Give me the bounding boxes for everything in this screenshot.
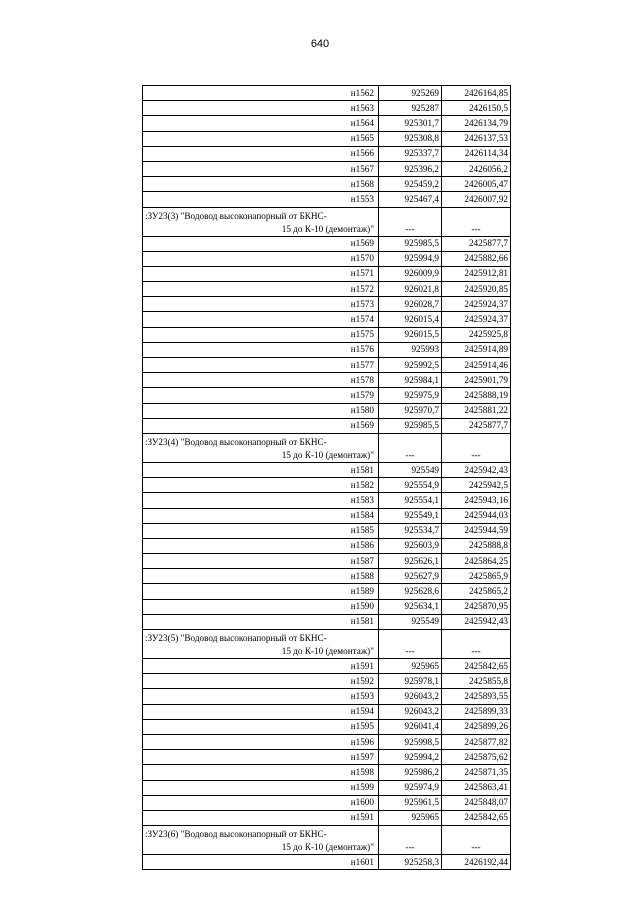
x-coordinate-cell: 926021,8: [379, 282, 442, 297]
table-row: [143, 462, 511, 477]
x-coordinate-cell: ---: [379, 630, 442, 659]
table-row: [143, 388, 511, 403]
x-coordinate-cell: 925554,1: [379, 493, 442, 508]
x-coordinate-cell: 925626,1: [379, 554, 442, 569]
x-coordinate-cell: 925549: [379, 614, 442, 629]
point-id-cell: н1564: [143, 116, 379, 131]
x-coordinate-cell: 926009,9: [379, 266, 442, 281]
x-coordinate-cell: 925549,1: [379, 508, 442, 523]
table-row: [143, 327, 511, 342]
y-coordinate-cell: 2425848,07: [442, 795, 511, 810]
y-coordinate-cell: ---: [442, 207, 511, 236]
table-row: [143, 508, 511, 523]
point-id-cell: н1600: [143, 795, 379, 810]
point-id-cell: н1562: [143, 86, 379, 101]
point-id-cell: н1580: [143, 403, 379, 418]
table-row: [143, 674, 511, 689]
y-coordinate-cell: 2425912,81: [442, 266, 511, 281]
table-row: [143, 312, 511, 327]
y-coordinate-cell: 2426114,34: [442, 146, 511, 161]
x-coordinate-cell: 925993: [379, 342, 442, 357]
point-id-cell: н1565: [143, 131, 379, 146]
table-row: [143, 358, 511, 373]
point-id-cell: н1591: [143, 659, 379, 674]
y-coordinate-cell: 2425924,37: [442, 312, 511, 327]
y-coordinate-cell: 2425877,7: [442, 418, 511, 433]
point-id-cell: н1568: [143, 177, 379, 192]
y-coordinate-cell: 2426007,92: [442, 192, 511, 207]
table-row: [143, 599, 511, 614]
table-row: [143, 251, 511, 266]
table-row: [143, 584, 511, 599]
y-coordinate-cell: 2425870,95: [442, 599, 511, 614]
table-row: [143, 704, 511, 719]
point-id-cell: н1569: [143, 236, 379, 251]
x-coordinate-cell: 925603,9: [379, 538, 442, 553]
point-id-cell: н1571: [143, 266, 379, 281]
y-coordinate-cell: 2425865,2: [442, 584, 511, 599]
point-id-cell: н1570: [143, 251, 379, 266]
x-coordinate-cell: 925287: [379, 101, 442, 116]
x-coordinate-cell: 925975,9: [379, 388, 442, 403]
y-coordinate-cell: 2426005,47: [442, 177, 511, 192]
x-coordinate-cell: 926043,2: [379, 704, 442, 719]
point-id-cell: н1597: [143, 750, 379, 765]
x-coordinate-cell: 925534,7: [379, 523, 442, 538]
y-coordinate-cell: 2425882,66: [442, 251, 511, 266]
x-coordinate-cell: 925974,9: [379, 780, 442, 795]
point-id-cell: н1588: [143, 569, 379, 584]
section-title-line2: 15 до К-10 (демонтаж)": [281, 646, 374, 656]
point-id-cell: н1576: [143, 342, 379, 357]
x-coordinate-cell: 925337,7: [379, 146, 442, 161]
table-row: [143, 101, 511, 116]
point-id-cell: н1573: [143, 297, 379, 312]
x-coordinate-cell: 925994,9: [379, 251, 442, 266]
y-coordinate-cell: 2425944,59: [442, 523, 511, 538]
point-id-cell: н1594: [143, 704, 379, 719]
section-title-cell: [143, 630, 379, 659]
y-coordinate-cell: 2425863,41: [442, 780, 511, 795]
table-row: [143, 780, 511, 795]
x-coordinate-cell: 925459,2: [379, 177, 442, 192]
section-title-cell: [143, 826, 379, 855]
y-coordinate-cell: ---: [442, 433, 511, 462]
y-coordinate-cell: ---: [442, 826, 511, 855]
x-coordinate-cell: 925961,5: [379, 795, 442, 810]
y-coordinate-cell: 2425893,55: [442, 689, 511, 704]
table-row: [143, 554, 511, 569]
y-coordinate-cell: 2426164,85: [442, 86, 511, 101]
y-coordinate-cell: 2425901,79: [442, 373, 511, 388]
point-id-cell: н1553: [143, 192, 379, 207]
point-id-cell: н1583: [143, 493, 379, 508]
point-id-cell: н1599: [143, 780, 379, 795]
point-id-cell: н1598: [143, 765, 379, 780]
section-title-cell: [143, 433, 379, 462]
table-row: [143, 418, 511, 433]
y-coordinate-cell: 2425942,43: [442, 614, 511, 629]
point-id-cell: н1574: [143, 312, 379, 327]
table-row: [143, 719, 511, 734]
table-row: [143, 86, 511, 101]
section-title-line2: 15 до К-10 (демонтаж)": [281, 842, 374, 853]
y-coordinate-cell: 2425924,37: [442, 297, 511, 312]
y-coordinate-cell: 2425855,8: [442, 674, 511, 689]
point-id-cell: н1566: [143, 146, 379, 161]
section-header-row: [143, 826, 511, 855]
x-coordinate-cell: ---: [379, 207, 442, 236]
table-row: [143, 734, 511, 749]
y-coordinate-cell: 2425914,89: [442, 342, 511, 357]
y-coordinate-cell: 2426137,53: [442, 131, 511, 146]
point-id-cell: н1581: [143, 614, 379, 629]
point-id-cell: н1579: [143, 388, 379, 403]
x-coordinate-cell: 925985,5: [379, 236, 442, 251]
point-id-cell: н1596: [143, 734, 379, 749]
point-id-cell: н1601: [143, 855, 379, 870]
table-row: [143, 266, 511, 281]
y-coordinate-cell: 2425842,65: [442, 659, 511, 674]
y-coordinate-cell: 2425925,8: [442, 327, 511, 342]
y-coordinate-cell: 2425877,82: [442, 734, 511, 749]
point-id-cell: н1572: [143, 282, 379, 297]
point-id-cell: н1593: [143, 689, 379, 704]
y-coordinate-cell: 2425875,62: [442, 750, 511, 765]
x-coordinate-cell: 925269: [379, 86, 442, 101]
y-coordinate-cell: 2425864,25: [442, 554, 511, 569]
x-coordinate-cell: 925984,1: [379, 373, 442, 388]
y-coordinate-cell: 2425899,33: [442, 704, 511, 719]
x-coordinate-cell: 925998,5: [379, 734, 442, 749]
table-row: [143, 659, 511, 674]
point-id-cell: н1578: [143, 373, 379, 388]
section-title-line1: :ЗУ23(6) "Водовод высоконапорный от БКНС-: [145, 829, 327, 840]
point-id-cell: н1587: [143, 554, 379, 569]
x-coordinate-cell: ---: [379, 826, 442, 855]
x-coordinate-cell: 926028,7: [379, 297, 442, 312]
table-row: [143, 373, 511, 388]
section-header-row: [143, 433, 511, 462]
y-coordinate-cell: 2425914,46: [442, 358, 511, 373]
point-id-cell: н1595: [143, 719, 379, 734]
x-coordinate-cell: 925985,5: [379, 418, 442, 433]
table-row: [143, 493, 511, 508]
x-coordinate-cell: 925628,6: [379, 584, 442, 599]
point-id-cell: н1586: [143, 538, 379, 553]
y-coordinate-cell: 2426134,79: [442, 116, 511, 131]
table-row: [143, 116, 511, 131]
table-row: [143, 855, 511, 870]
point-id-cell: н1563: [143, 101, 379, 116]
x-coordinate-cell: 925970,7: [379, 403, 442, 418]
table-row: [143, 131, 511, 146]
table-row: [143, 403, 511, 418]
x-coordinate-cell: 926041,4: [379, 719, 442, 734]
table-row: [143, 689, 511, 704]
point-id-cell: н1584: [143, 508, 379, 523]
table-row: [143, 297, 511, 312]
x-coordinate-cell: 925467,4: [379, 192, 442, 207]
table-row: [143, 161, 511, 176]
point-id-cell: н1585: [143, 523, 379, 538]
x-coordinate-cell: 925986,2: [379, 765, 442, 780]
section-title-line1: :ЗУ23(4) "Водовод высоконапорный от БКНС-: [145, 436, 327, 447]
section-title-line2: 15 до К-10 (демонтаж)": [281, 449, 374, 460]
y-coordinate-cell: 2425944,03: [442, 508, 511, 523]
point-id-cell: н1569: [143, 418, 379, 433]
x-coordinate-cell: 925258,3: [379, 855, 442, 870]
y-coordinate-cell: 2425888,19: [442, 388, 511, 403]
x-coordinate-cell: 925627,9: [379, 569, 442, 584]
table-row: [143, 538, 511, 553]
table-row: [143, 614, 511, 629]
x-coordinate-cell: 925549: [379, 462, 442, 477]
section-title-line1: :ЗУ23(5) "Водовод высоконапорный от БКНС-: [145, 633, 327, 643]
y-coordinate-cell: 2425842,65: [442, 810, 511, 825]
table-row: [143, 177, 511, 192]
y-coordinate-cell: 2425881,22: [442, 403, 511, 418]
y-coordinate-cell: 2425877,7: [442, 236, 511, 251]
section-title-cell: [143, 207, 379, 236]
point-id-cell: н1589: [143, 584, 379, 599]
point-id-cell: н1581: [143, 462, 379, 477]
x-coordinate-cell: 925396,2: [379, 161, 442, 176]
table-row: [143, 146, 511, 161]
coordinates-table-body: [143, 86, 511, 870]
table-row: [143, 478, 511, 493]
x-coordinate-cell: 925978,1: [379, 674, 442, 689]
x-coordinate-cell: 925965: [379, 659, 442, 674]
page-number: 640: [310, 38, 330, 50]
point-id-cell: н1582: [143, 478, 379, 493]
x-coordinate-cell: 926043,2: [379, 689, 442, 704]
y-coordinate-cell: 2426056,2: [442, 161, 511, 176]
table-row: [143, 342, 511, 357]
y-coordinate-cell: ---: [442, 630, 511, 659]
x-coordinate-cell: 925554,9: [379, 478, 442, 493]
y-coordinate-cell: 2425943,16: [442, 493, 511, 508]
y-coordinate-cell: 2425865,9: [442, 569, 511, 584]
table-row: [143, 523, 511, 538]
x-coordinate-cell: ---: [379, 433, 442, 462]
point-id-cell: н1590: [143, 599, 379, 614]
point-id-cell: н1567: [143, 161, 379, 176]
section-title-line1: :ЗУ23(3) "Водовод высоконапорный от БКНС-: [145, 210, 327, 221]
y-coordinate-cell: 2425942,43: [442, 462, 511, 477]
x-coordinate-cell: 925992,5: [379, 358, 442, 373]
x-coordinate-cell: 925308,8: [379, 131, 442, 146]
table-row: [143, 810, 511, 825]
point-id-cell: н1592: [143, 674, 379, 689]
point-id-cell: н1577: [143, 358, 379, 373]
section-header-row: [143, 207, 511, 236]
y-coordinate-cell: 2425899,26: [442, 719, 511, 734]
x-coordinate-cell: 925965: [379, 810, 442, 825]
coordinates-table: [142, 85, 511, 870]
x-coordinate-cell: 926015,5: [379, 327, 442, 342]
y-coordinate-cell: 2425871,35: [442, 765, 511, 780]
table-row: [143, 795, 511, 810]
point-id-cell: н1591: [143, 810, 379, 825]
x-coordinate-cell: 926015,4: [379, 312, 442, 327]
table-row: [143, 282, 511, 297]
table-row: [143, 750, 511, 765]
point-id-cell: н1575: [143, 327, 379, 342]
y-coordinate-cell: 2426150,5: [442, 101, 511, 116]
y-coordinate-cell: 2425888,8: [442, 538, 511, 553]
table-row: [143, 765, 511, 780]
section-title-line2: 15 до К-10 (демонтаж)": [281, 223, 374, 234]
x-coordinate-cell: 925994,2: [379, 750, 442, 765]
table-row: [143, 236, 511, 251]
y-coordinate-cell: 2425942,5: [442, 478, 511, 493]
y-coordinate-cell: 2425920,85: [442, 282, 511, 297]
table-row: [143, 192, 511, 207]
y-coordinate-cell: 2426192,44: [442, 855, 511, 870]
table-row: [143, 569, 511, 584]
x-coordinate-cell: 925634,1: [379, 599, 442, 614]
section-header-row: [143, 630, 511, 659]
x-coordinate-cell: 925301,7: [379, 116, 442, 131]
